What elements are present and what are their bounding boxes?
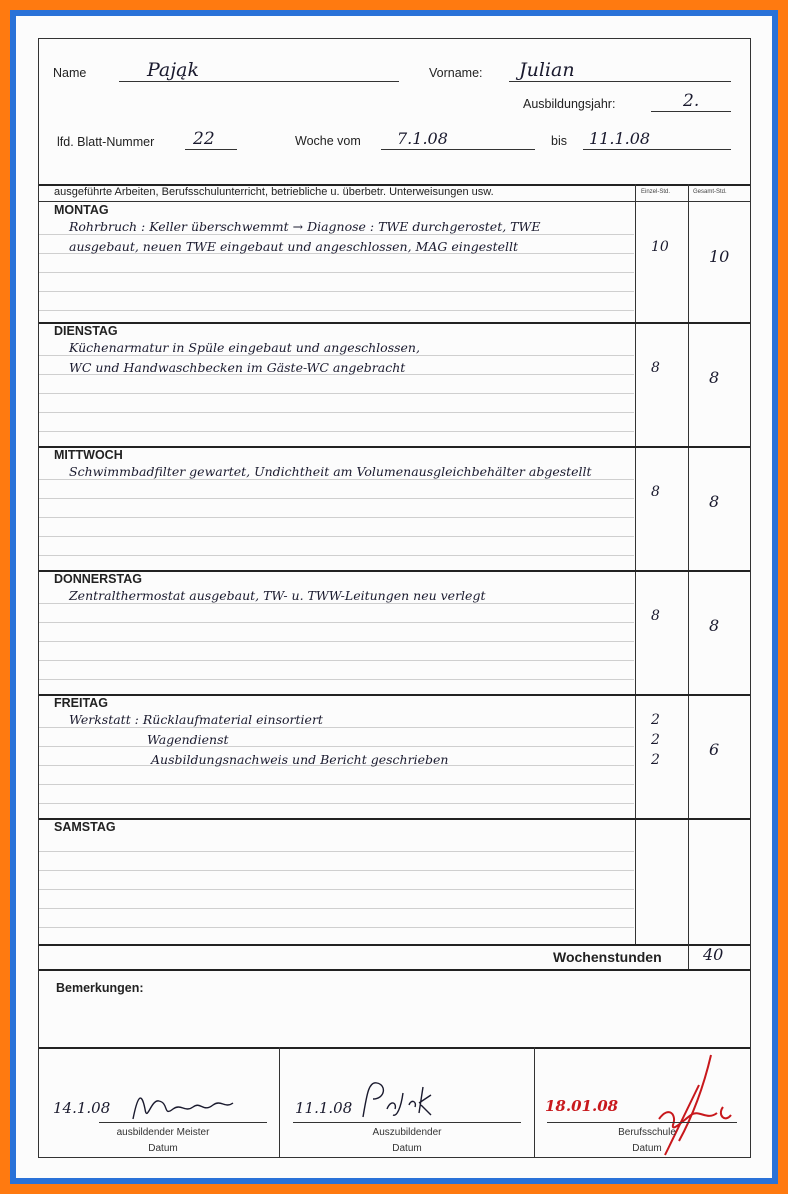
- table-header-text: ausgeführte Arbeiten, Berufsschulunterricht, betriebliche u. überbetr. Unterweisungen usw.: [54, 186, 494, 198]
- day-label: DIENSTAG: [54, 324, 118, 338]
- ruled-line: [39, 393, 634, 394]
- azubi-date: 11.1.08: [295, 1099, 353, 1117]
- entry-line: ausgebaut, neuen TWE eingebaut und angeschlossen, MAG eingestellt: [69, 239, 519, 254]
- day-separator: [39, 570, 750, 572]
- schule-underline: [547, 1122, 737, 1123]
- day-label: FREITAG: [54, 696, 108, 710]
- col-divider-1: [635, 184, 636, 944]
- azubi-datum: Datum: [392, 1143, 422, 1154]
- col-gesamt-header: Gesamt-Std.: [693, 189, 727, 195]
- azubi-underline: [293, 1122, 521, 1123]
- day-separator: [39, 818, 750, 820]
- ruled-line: [39, 641, 634, 642]
- ruled-line: [39, 889, 634, 890]
- day-label: MONTAG: [54, 203, 109, 217]
- entry-line: Ausbildungsnachweis und Bericht geschrieben: [151, 752, 449, 767]
- day-label: SAMSTAG: [54, 820, 116, 834]
- ausbildungsjahr-label: Ausbildungsjahr:: [523, 97, 616, 111]
- einzel-hours: 8: [651, 484, 660, 500]
- name-value: Pająk: [147, 59, 199, 81]
- woche-von-underline: [381, 149, 535, 150]
- einzel-hours: 10: [651, 239, 669, 255]
- gesamt-hours: 8: [709, 492, 720, 511]
- gesamt-hours: 8: [709, 616, 720, 635]
- ruled-line: [39, 727, 634, 728]
- gesamt-hours: 6: [709, 740, 720, 759]
- name-label: Name: [53, 66, 87, 80]
- ruled-line: [39, 746, 634, 747]
- vorname-value: Julian: [519, 59, 575, 81]
- ruled-line: [39, 355, 634, 356]
- ruled-line: [39, 536, 634, 537]
- ruled-line: [39, 908, 634, 909]
- blatt-label: lfd. Blatt-Nummer: [57, 135, 155, 149]
- day-label: MITTWOCH: [54, 448, 123, 462]
- entry-line: Werkstatt : Rücklaufmaterial einsortiert: [69, 712, 323, 727]
- ruled-line: [39, 517, 634, 518]
- woche-bis-underline: [583, 149, 731, 150]
- einzel-hours: 2: [651, 752, 660, 768]
- entry-line: Rohrbruch : Keller überschwemmt → Diagnose : TWE durchgerostet, TWE: [69, 219, 541, 234]
- entry-line: Küchenarmatur in Spüle eingebaut und angeschlossen,: [69, 340, 420, 355]
- sig-divider-2: [534, 1047, 535, 1157]
- sig-divider-1: [279, 1047, 280, 1157]
- ruled-line: [39, 291, 634, 292]
- ruled-line: [39, 555, 634, 556]
- schule-datum: Datum: [632, 1143, 662, 1154]
- meister-date: 14.1.08: [53, 1099, 111, 1117]
- ruled-line: [39, 272, 634, 273]
- einzel-hours: 8: [651, 360, 660, 376]
- ruled-line: [39, 851, 634, 852]
- entry-line: Schwimmbadfilter gewartet, Undichtheit am Volumenausgleichbehälter abgestellt: [69, 464, 592, 479]
- bemerkungen-label: Bemerkungen:: [56, 981, 144, 995]
- woche-von-value: 7.1.08: [397, 129, 448, 148]
- meister-datum: Datum: [148, 1143, 178, 1154]
- ruled-line: [39, 479, 634, 480]
- wochenstunden-value: 40: [703, 945, 724, 964]
- vorname-label: Vorname:: [429, 66, 483, 80]
- wochenstunden-bottom-line: [39, 969, 750, 971]
- bis-label: bis: [551, 134, 567, 148]
- ruled-line: [39, 234, 634, 235]
- ruled-line: [39, 870, 634, 871]
- ruled-line: [39, 498, 634, 499]
- woche-bis-value: 11.1.08: [589, 129, 651, 148]
- entry-line: WC und Handwaschbecken im Gäste-WC angebracht: [69, 360, 406, 375]
- gesamt-hours: 8: [709, 368, 720, 387]
- meister-underline: [99, 1122, 267, 1123]
- schule-date: 18.01.08: [545, 1097, 619, 1115]
- ruled-line: [39, 431, 634, 432]
- name-underline: [119, 81, 399, 82]
- wochenstunden-top-line: [39, 944, 750, 946]
- ruled-line: [39, 660, 634, 661]
- ausbildungsjahr-value: 2.: [683, 91, 700, 111]
- einzel-hours: 2: [651, 732, 660, 748]
- gesamt-hours: 10: [709, 247, 730, 266]
- entry-line: Zentralthermostat ausgebaut, TW- u. TWW-Leitungen neu verlegt: [69, 588, 486, 603]
- ruled-line: [39, 603, 634, 604]
- ruled-line: [39, 412, 634, 413]
- azubi-role: Auszubildender: [372, 1127, 442, 1138]
- blatt-underline: [185, 149, 237, 150]
- ruled-line: [39, 784, 634, 785]
- day-label: DONNERSTAG: [54, 572, 142, 586]
- azubi-signature: [357, 1073, 437, 1123]
- einzel-hours: 8: [651, 608, 660, 624]
- entry-line: Wagendienst: [147, 732, 229, 747]
- wochenstunden-label: Wochenstunden: [553, 949, 662, 965]
- blatt-value: 22: [193, 129, 215, 149]
- report-form: [38, 38, 751, 1158]
- ausbildungsjahr-underline: [651, 111, 731, 112]
- meister-role: ausbildender Meister: [116, 1127, 210, 1138]
- einzel-hours: 2: [651, 712, 660, 728]
- col-einzel-header: Einzel-Std.: [641, 189, 671, 195]
- day-separator: [39, 694, 750, 696]
- col-divider-2: [688, 184, 689, 944]
- ruled-line: [39, 803, 634, 804]
- table-header-bottom: [39, 201, 750, 202]
- vorname-underline: [509, 81, 731, 82]
- ruled-line: [39, 927, 634, 928]
- woche-label: Woche vom: [295, 134, 361, 148]
- ruled-line: [39, 679, 634, 680]
- ruled-line: [39, 622, 634, 623]
- day-separator: [39, 446, 750, 448]
- ruled-line: [39, 310, 634, 311]
- day-separator: [39, 322, 750, 324]
- wochenstunden-divider: [688, 944, 689, 969]
- schule-role: Berufsschule: [618, 1127, 676, 1138]
